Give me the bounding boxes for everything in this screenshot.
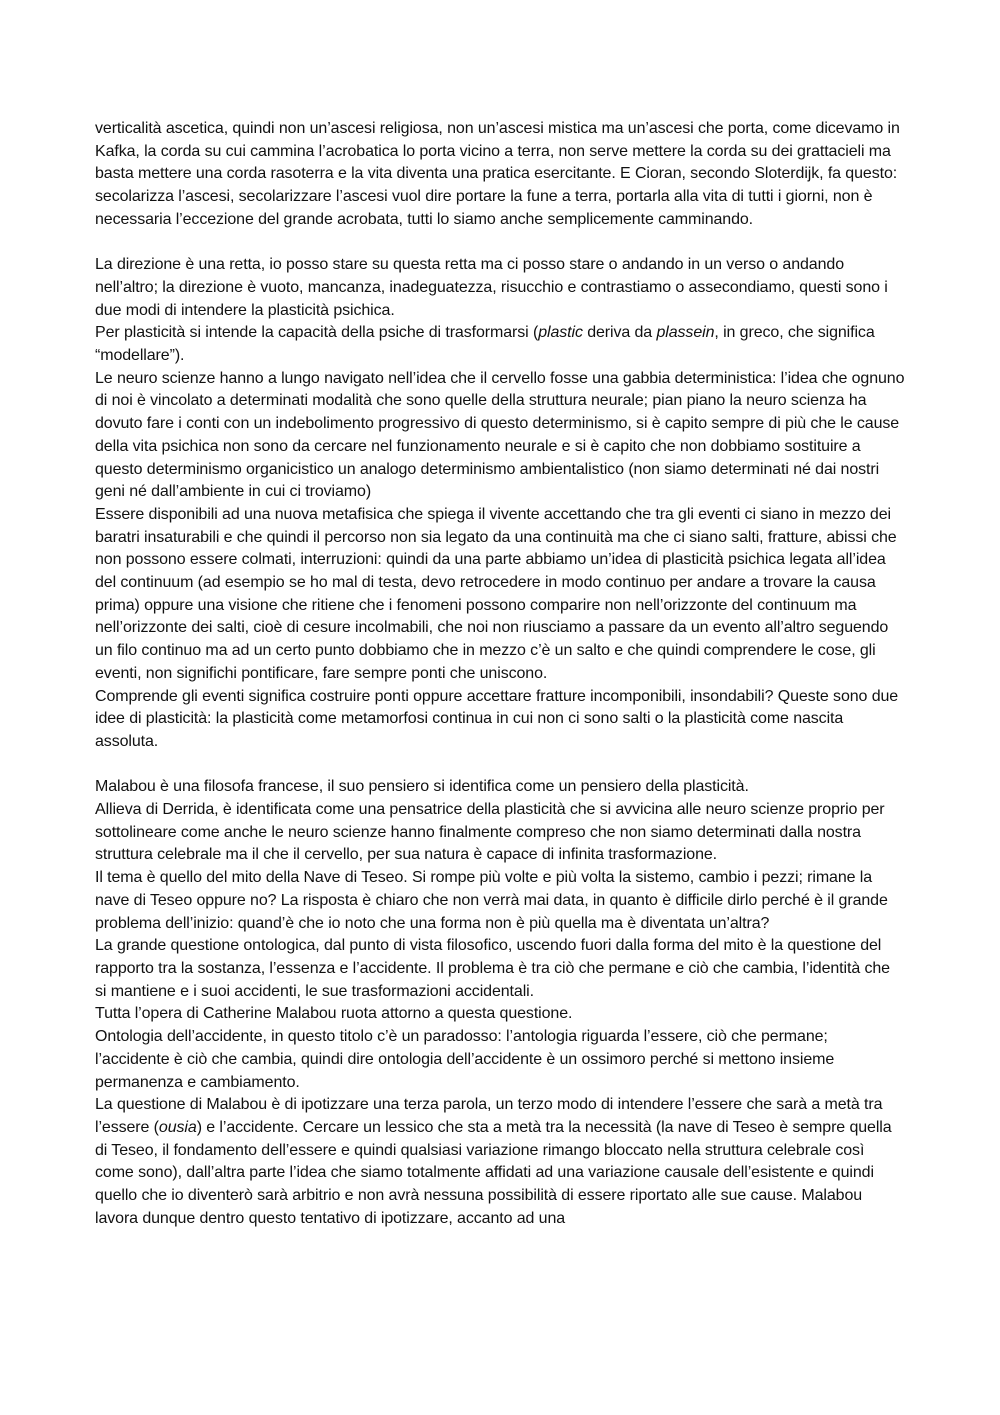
text-run: , in greco, che significa “modellare”).	[95, 324, 875, 365]
text-run: La questione di Malabou è di ipotizzare una terza parola, un terzo modo di intendere l’essere che sarà a metà tra l’essere (	[95, 1096, 883, 1136]
paragraph	[95, 118, 905, 232]
text-run: Il tema è quello del mito della Nave di Teseo. Si rompe più volte e più volta la sistemo, cambio i pezzi; rimane la nave di Teseo oppure no? La risposta è chiaro che non verrà mai data, in quanto è difficile dirlo perché è il grande problema dell’inizio: quand’è che io noto che una forma non è più quella ma è diventata un’altra?	[95, 869, 888, 932]
paragraph	[95, 322, 905, 367]
paragraph	[95, 1094, 905, 1230]
text-run: Essere disponibili ad una nuova metafisica che spiega il vivente accettando che tra gli eventi ci siano in mezzo dei baratri insaturabili e che quindi il percorso non sia legato da una continuità ma che ci siano salti, fratture, abissi che non possono essere colmati, interruzioni: quindi da una parte abbiamo un’idea di plasticità psichica legata all’idea del continuum (ad esempio se ho mal di testa, devo retrocedere in modo continuo per andare a trovare la causa prima) oppure una visione che ritiene che i fenomeni possono comparire non nell’orizzonte del continuum ma nell’orizzonte dei salti, cioè di cesure incolmabili, che noi non riusciamo a passare da un evento all’altro seguendo un filo continuo ma ad un certo punto dobbiamo che in mezzo c’è un salto e che quindi comprendere le cose, gli eventi, non significhi pontificare, fare sempre ponti che uniscono.	[95, 505, 897, 682]
text-run: Allieva di Derrida, è identificata come una pensatrice della plasticità che si avvicina alle neuro scienze proprio per sottolineare come anche le neuro scienze hanno finalmente compreso che non siamo determinati dalla nostra struttura celebrale ma il che il cervello, per sua natura è capace di infinita trasformazione.	[95, 801, 885, 864]
paragraph	[95, 1003, 905, 1026]
italic-term: ousia	[158, 1118, 197, 1136]
paragraph	[95, 1026, 905, 1094]
paragraph	[95, 935, 905, 1003]
text-run: verticalità ascetica, quindi non un’ascesi religiosa, non un’ascesi mistica ma un’ascesi che porta, come dicevamo in Kafka, la corda su cui cammina l’acrobatica lo porta vicino a terra, non serve mettere la corda su dei grattacieli ma basta mettere una corda rasoterra e la vita diventa una pratica esercitante. E Cioran, secondo Sloterdijk, fa questo: secolarizza l’ascesi, secolarizzare l’ascesi vuol dire portare la fune a terra, portarla alla vita di tutti i giorni, non è necessaria l’eccezione del grande acrobata, tutti lo siamo anche semplicemente camminando.	[95, 120, 900, 228]
text-run: Le neuro scienze hanno a lungo navigato nell’idea che il cervello fosse una gabbia deterministica: l’idea che ognuno di noi è vincolato a determinati modalità che sono quelle della struttura neurale; pian piano la neuro scienza ha dovuto fare i conti con un indebolimento progressivo di questo determinismo, si è capito sempre di più che le cause della vita psichica non sono da cercare nel funzionamento neurale e si è capito che non dobbiamo sostituire a questo determinismo organicistico un analogo determinismo ambientalistico (non siamo determinati né dai nostri geni né dall’ambiente in cui ci troviamo)	[95, 369, 905, 501]
text-run: Per plasticità si intende la capacità della psiche di trasformarsi (	[95, 324, 539, 342]
italic-term: plassein	[656, 324, 715, 342]
italic-term: plastic	[538, 324, 583, 342]
paragraph	[95, 686, 905, 754]
text-run: La grande questione ontologica, dal punto di vista filosofico, uscendo fuori dalla forma del mito è la questione del rapporto tra la sostanza, l’essenza e l’accidente. Il problema è tra ciò che permane e ciò che cambia, l’identità che si mantiene e i suoi accidenti, le sue trasformazioni accidentali.	[95, 937, 890, 1000]
text-run: La direzione è una retta, io posso stare su questa retta ma ci posso stare o andando in un verso o andando nell’altro; la direzione è vuoto, mancanza, inadeguatezza, risucchio e contrastiamo o assecondiamo, questi sono i due modi di intendere la plasticità psichica.	[95, 256, 888, 319]
paragraph	[95, 254, 905, 322]
paragraph-gap	[95, 754, 905, 777]
text-run: Malabou è una filosofa francese, il suo pensiero si identifica come un pensiero della plasticità.	[95, 778, 749, 796]
text-run: ) e l’accidente. Cercare un lessico che sta a metà tra la necessità (la nave di Teseo è sempre quella di Teseo, il fondamento dell’essere e quindi qualsiasi variazione rimango bloccato nella struttura celebrale così come sono), dall’altra parte l’idea che siamo totalmente affidati ad una variazione causale dell’esistente e quindi quello che io diventerò sarà arbitrio e non avrà nessuna possibilità di essere riportato alle sue cause. Malabou lavora dunque dentro questo tentativo di ipotizzare, accanto ad una	[95, 1118, 892, 1227]
text-run: Comprende gli eventi significa costruire ponti oppure accettare fratture incomponibili, insondabili? Queste sono due idee di plasticità: la plasticità come metamorfosi continua in cui non ci sono salti o la plasticità come nascita assoluta.	[95, 687, 899, 750]
text-run: Tutta l’opera di Catherine Malabou ruota attorno a questa questione.	[95, 1005, 573, 1023]
paragraph	[95, 504, 905, 686]
paragraph	[95, 799, 905, 867]
text-run: Ontologia dell’accidente, in questo titolo c’è un paradosso: l’antologia riguarda l’essere, ciò che permane; l’accidente è ciò che cambia, quindi dire ontologia dell’accidente è un ossimoro perché si mettono insieme permanenza e cambiamento.	[95, 1028, 835, 1091]
paragraph	[95, 368, 905, 504]
text-run: deriva da	[582, 324, 657, 342]
paragraph	[95, 867, 905, 935]
paragraph-gap	[95, 232, 905, 255]
paragraph	[95, 776, 905, 799]
document-page	[95, 118, 905, 1230]
